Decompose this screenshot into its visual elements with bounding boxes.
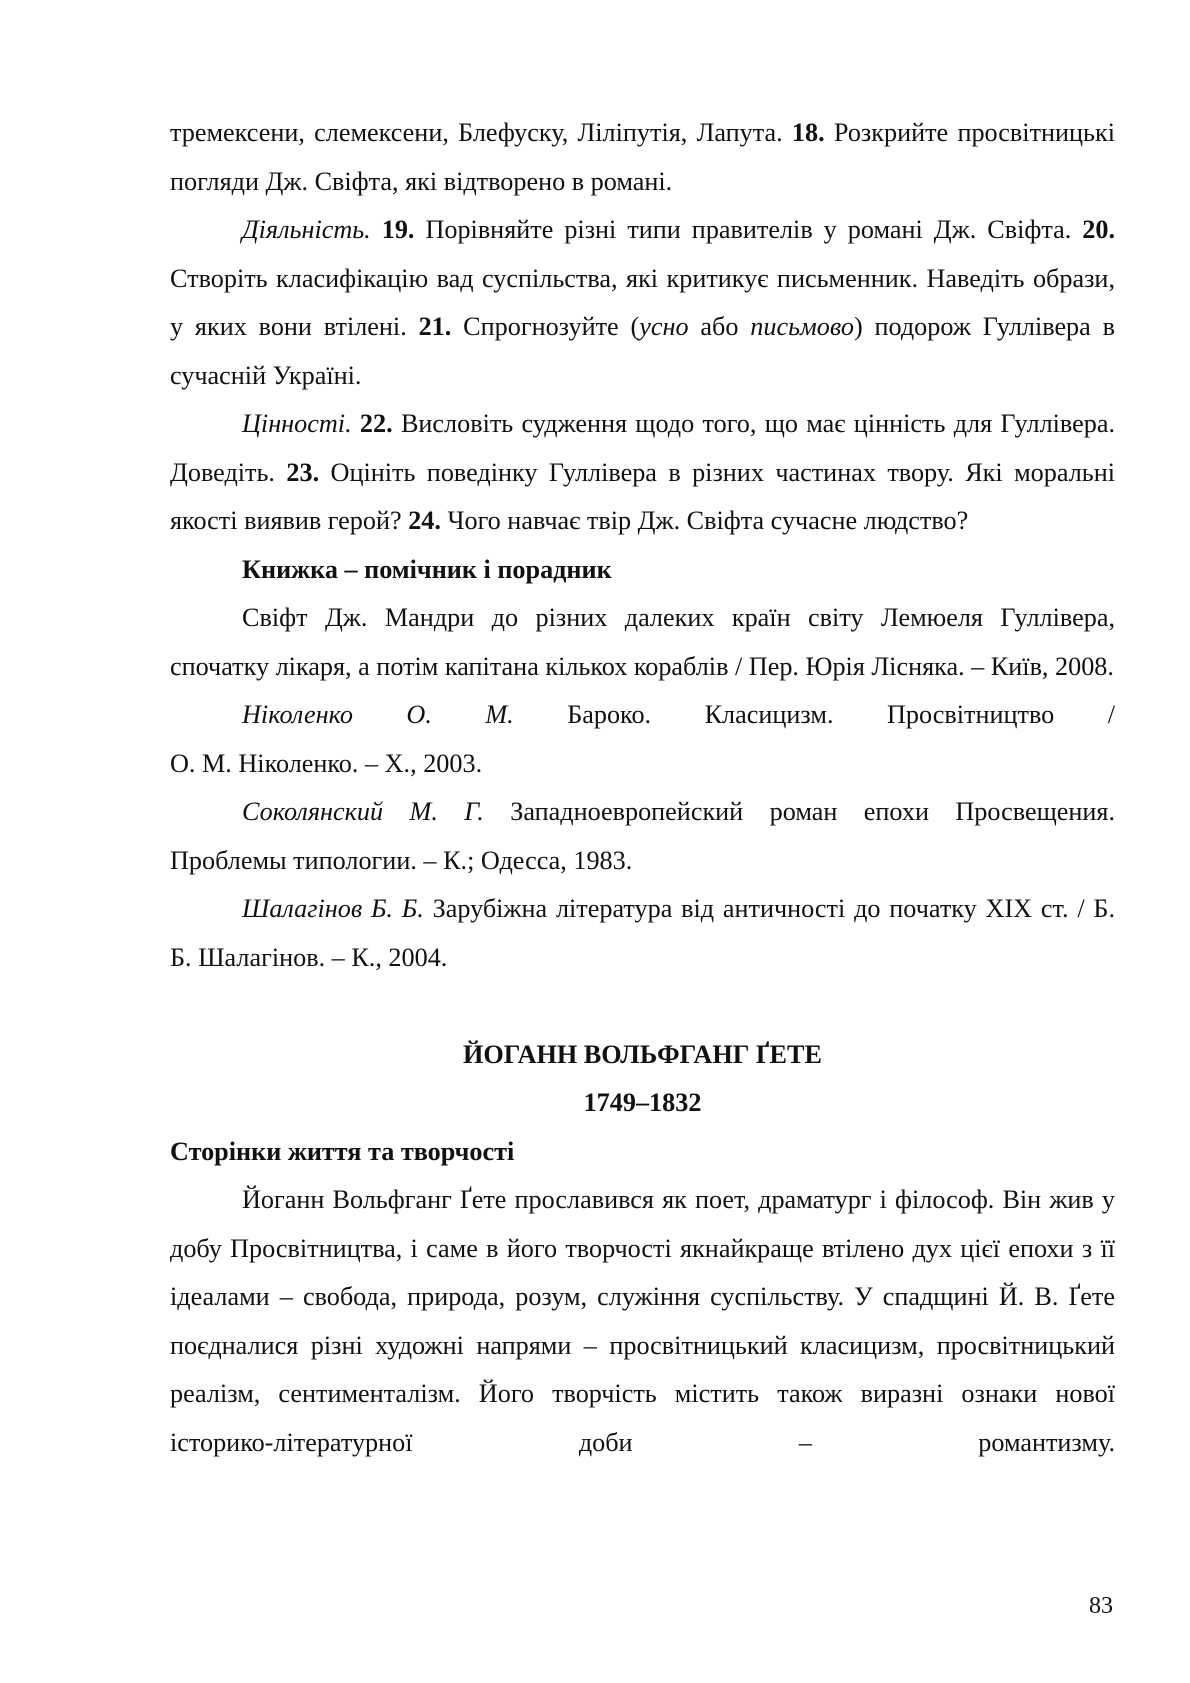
text-run: Висловіть судження щодо того, що має цінність для Гуллівера. Доведіть. <box>170 409 1116 487</box>
spacer <box>170 982 1115 1031</box>
question-number: 18. <box>791 118 825 147</box>
reference-text: Свіфт Дж. Мандри до різних далеких країн світу Лемюеля Гуллівера, спочатку лікаря, а потім капітана кількох кораблів / Пер. Юрія Лісняка. – Київ, 2008. <box>170 603 1115 681</box>
chapter-years: 1749–1832 <box>583 1088 702 1117</box>
paragraph-biography: Йоганн Вольфганг Ґете прославився як поет, драматург і філософ. Він жив у добу Просвітництва, і саме в його творчості якнайкраще втілено дух цієї епохи з її ідеалами – свобода, природа, розум, служіння суспільству. У спадщині Й. В. Ґете поєдналися різні художні напрями – просвітницький класицизм, просвітницький реалізм, сентименталізм. Його творчість містить також виразні ознаки нової історико-літературної доби – романтизму. <box>170 1185 1115 1457</box>
reference-item <box>170 594 1115 691</box>
text-run: ) подорож Гуллівера в сучасній Україні. <box>170 312 1115 390</box>
reference-author: Соколянский М. Г. <box>242 797 484 826</box>
question-number: 22. <box>359 409 393 438</box>
text-run-italic: письмово <box>750 312 854 341</box>
reference-item-cont: О. М. Ніколенко. – Х., 2003. <box>170 748 483 778</box>
text-run-italic: усно <box>639 312 689 341</box>
page-number: 83 <box>1089 1593 1113 1619</box>
paragraph-questions-cont <box>170 109 1115 206</box>
section-label-activity: Діяльність. <box>242 215 371 244</box>
reference-author: Шалагінов Б. Б. <box>242 894 424 923</box>
reference-item <box>170 885 1115 982</box>
text-run: або <box>688 312 751 341</box>
text-run: Розкрийте просвітницькі погляди Дж. Свіфта, які відтворено в романі. <box>170 118 1115 196</box>
question-number: 21. <box>418 312 452 341</box>
text-run: Створіть класифікацію вад суспільства, які критикує письменник. Наведіть образи, у яких вони втілені. <box>170 263 1115 341</box>
reference-item <box>170 691 1115 740</box>
question-number: 20. <box>1082 215 1115 244</box>
section-heading: Сторінки життя та творчості <box>170 1136 515 1166</box>
text-body <box>170 109 1115 1467</box>
reference-text: Бароко. Класицизм. Просвітництво / <box>513 700 1115 729</box>
book-heading: Книжка – помічник і порадник <box>242 554 612 584</box>
text-run: тремексени, слемексени, Блефуску, Ліліпутія, Лапута. <box>170 118 792 147</box>
reference-text: Западноевропейский роман епохи Просвещения. Проблемы типологии. – К.; Одесса, 1983. <box>170 797 1116 875</box>
section-label-values: Цінності. <box>242 409 352 438</box>
reference-text: Зарубіжна література від античності до початку XIX ст. / Б. Б. Шалагінов. – К., 2004. <box>170 894 1115 972</box>
text-run: Оцініть поведінку Гуллівера в різних частинах твору. Які моральні якості виявив герой? <box>170 457 1116 535</box>
question-number: 23. <box>286 457 320 487</box>
paragraph-activity <box>170 206 1115 400</box>
text-run: Чого навчає твір Дж. Свіфта сучасне людство? <box>440 506 969 535</box>
question-number: 24. <box>408 506 441 535</box>
reference-item <box>170 788 1115 885</box>
paragraph-values <box>170 400 1115 546</box>
question-number: 19. <box>381 215 415 244</box>
reference-author: Ніколенко О. М. <box>242 700 514 729</box>
chapter-title: ЙОГАНН ВОЛЬФГАНГ ҐЕТЕ <box>463 1039 822 1069</box>
text-run: Спрогнозуйте ( <box>451 312 640 341</box>
text-run: Порівняйте різні типи правителів у романі Дж. Свіфта. <box>414 215 1083 244</box>
